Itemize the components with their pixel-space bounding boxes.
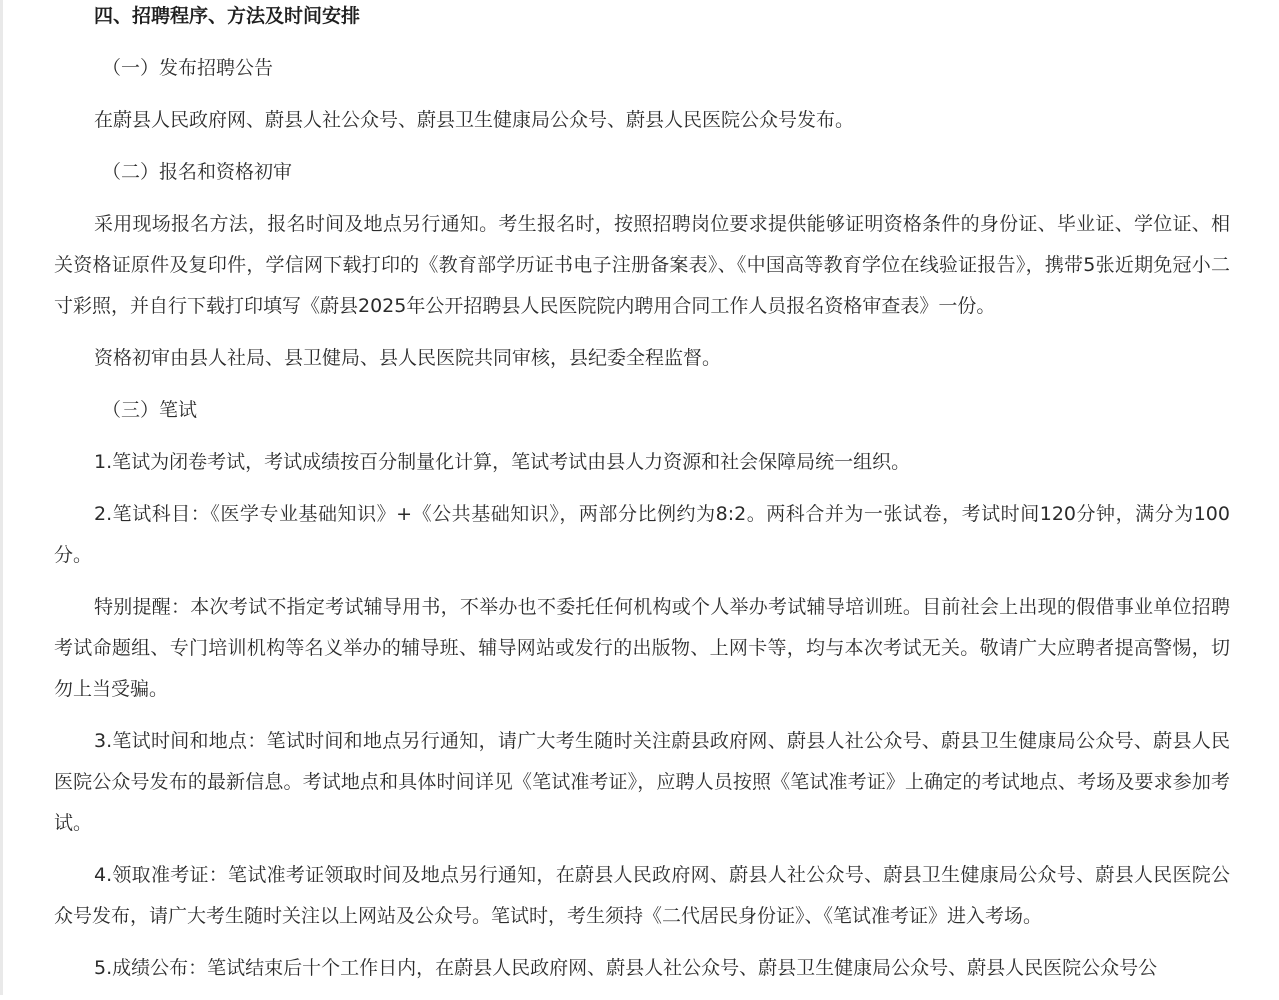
exam-item-4: 4.领取准考证：笔试准考证领取时间及地点另行通知，在蔚县人民政府网、蔚县人社公众号、蔚县卫生健康局公众号、蔚县人民医院公众号发布，请广大考生随时关注以上网站及公众号。笔试时，考生须持《二代居民身份证》、《笔试准考证》进入考场。 xyxy=(54,864,1230,927)
exam-item-1: 1.笔试为闭卷考试，考试成绩按百分制量化计算，笔试考试由县人力资源和社会保障局统一组织。 xyxy=(94,451,911,473)
subhead-registration: （二）报名和资格初审 xyxy=(102,161,293,183)
publish-body: 在蔚县人民政府网、蔚县人社公众号、蔚县卫生健康局公众号、蔚县人民医院公众号发布。 xyxy=(94,109,855,131)
subhead-publish: （一）发布招聘公告 xyxy=(102,57,274,79)
special-reminder: 特别提醒：本次考试不指定考试辅导用书，不举办也不委托任何机构或个人举办考试辅导培训班。目前社会上出现的假借事业单位招聘考试命题组、专门培训机构等名义举办的辅导班、辅导网站或发行的出版物、上网卡等，均与本次考试无关。敬请广大应聘者提高警惕，切勿上当受骗。 xyxy=(54,596,1230,700)
exam-item-2: 2.笔试科目：《医学专业基础知识》+《公共基础知识》，两部分比例约为8:2。两科合并为一张试卷，考试时间120分钟，满分为100分。 xyxy=(54,503,1230,566)
section-heading: 四、招聘程序、方法及时间安排 xyxy=(94,5,361,27)
review-body: 资格初审由县人社局、县卫健局、县人民医院共同审核，县纪委全程监督。 xyxy=(94,347,722,369)
article-content xyxy=(54,0,1230,1000)
subhead-exam: （三）笔试 xyxy=(102,399,198,421)
registration-body: 采用现场报名方法，报名时间及地点另行通知。考生报名时，按照招聘岗位要求提供能够证明资格条件的身份证、毕业证、学位证、相关资格证原件及复印件，学信网下载打印的《教育部学历证书电子注册备案表》、《中国高等教育学位在线验证报告》，携带5张近期免冠小二寸彩照，并自行下载打印填写《蔚县2025年公开招聘县人民医院院内聘用合同工作人员报名资格审查表》一份。 xyxy=(54,213,1230,317)
exam-item-5: 5.成绩公布：笔试结束后十个工作日内，在蔚县人民政府网、蔚县人社公众号、蔚县卫生健康局公众号、蔚县人民医院公众号公 xyxy=(94,957,1158,979)
exam-item-3: 3.笔试时间和地点：笔试时间和地点另行通知，请广大考生随时关注蔚县政府网、蔚县人社公众号、蔚县卫生健康局公众号、蔚县人民医院公众号发布的最新信息。考试地点和具体时间详见《笔试准考证》，应聘人员按照《笔试准考证》上确定的考试地点、考场及要求参加考试。 xyxy=(54,730,1230,834)
page-left-border xyxy=(0,0,3,995)
